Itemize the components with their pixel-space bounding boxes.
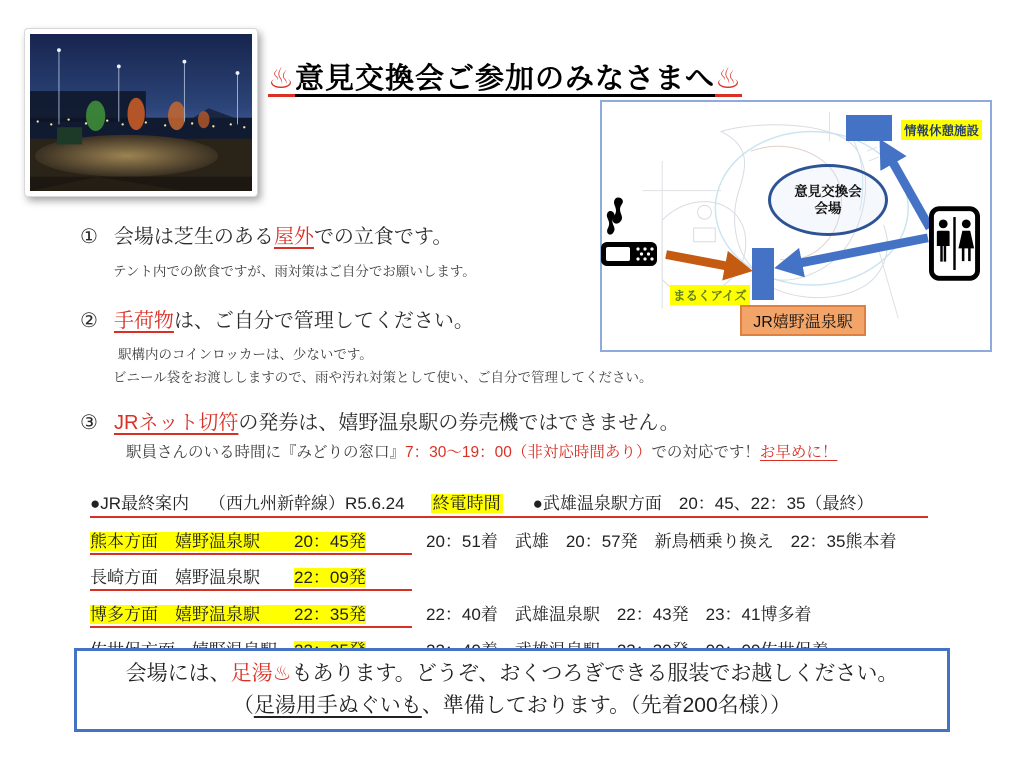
footbath-line2-underline: 足湯用手ぬぐいも [253,694,422,717]
schedule-header-line: （西九州新幹線）R5.6.24 [209,494,405,513]
schedule-header-takeo: ●武雄温泉駅方面 20：45、22：35（最終） [532,494,874,513]
point-1-text-pre: 会場は芝生のある [113,226,274,248]
info-rest-facility-label: 情報休憩施設 [901,120,982,140]
row-2-detail: 22：40着 武雄温泉駅 22：43発 23：41博多着 [426,604,812,624]
point-2-number: ② [80,310,98,332]
page-title [268,56,742,97]
point-3-note-hurry: お早めに！ [759,444,838,461]
point-2 [80,304,474,333]
schedule-header-title: ●JR最終案内 [90,494,190,513]
footbath-notice-box [74,648,950,732]
arrow-to-station [788,238,928,266]
restroom-icon [929,206,980,281]
night-scene-image [30,34,252,191]
point-2-note-2: ビニール袋をお渡ししますので、雨や汚れ対策として使い、ご自分で管理してください。 [113,370,653,385]
row-2-highlight: 博多方面 嬉野温泉駅 22：35発 [90,604,366,624]
point-3-note-red-hours: 7：30～19：00（非対応時間あり） [405,444,652,461]
venue-map [600,100,992,352]
footbath-line-2 [233,690,791,722]
arrow-smoking-to-station [666,255,739,269]
point-2-emphasis: 手荷物 [113,310,174,332]
point-1 [80,220,452,249]
point-3-note-black2: での対応です！ [651,444,760,461]
hot-spring-icon: ♨ [715,63,743,95]
venue-label-line1: 意見交換会 [794,184,862,199]
footbath-line-1 [126,658,899,690]
venue-label-line2: 会場 [814,201,842,216]
schedule-row-nagasaki [90,563,928,591]
point-2-text-post: は、ご自分で管理してください。 [173,310,474,332]
point-1-number: ① [80,226,98,248]
footbath-line1-post: もあります。どうぞ、おくつろぎできる服装でお越しください。 [291,662,899,685]
station-name-box [740,305,866,336]
point-3-text-post: の発券は、嬉野温泉駅の券売機ではできません。 [238,412,680,434]
footbath-line2-post: 、準備しております。（先着200名様）） [421,694,792,717]
point-3-emphasis: JRネット切符 [113,412,239,434]
schedule-row-kumamoto [90,527,928,555]
point-1-emphasis: 屋外 [273,226,314,248]
schedule-header-lasttrain: 終電時間 [432,494,501,513]
arrow-to-info-facility [887,151,930,228]
hot-spring-icon: ♨ [268,63,295,95]
smoking-area-icon [600,196,658,270]
point-2-note-1: 駅構内のコインロッカーは、少ないです。 [118,347,373,362]
footbath-line1-red: 足湯♨ [230,662,292,685]
point-3-note [126,440,837,462]
row-0-highlight: 熊本方面 嬉野温泉駅 20：45発 [90,531,366,551]
point-3 [80,406,680,435]
point-1-note: テント内での飲食ですが、雨対策はご自分でお願いします。 [113,264,476,279]
row-0-detail: 20：51着 武雄 20：57発 新鳥栖乗り換え 22：35熊本着 [426,531,897,551]
footbath-line1-pre: 会場には、 [125,662,231,685]
point-1-text-post: での立食です。 [313,226,453,248]
row-1-plain: 長崎方面 嬉野温泉駅 [90,568,294,587]
footbath-line2-pre: （ [232,694,254,717]
schedule-row-hakata [90,600,928,628]
train-schedule [90,489,928,664]
venue-ellipse [768,164,888,236]
night-station-photo [24,28,258,197]
maruku-ice-label: まるくアイズ [670,285,750,305]
point-3-number: ③ [80,412,98,434]
schedule-header [90,489,928,518]
point-3-note-black1: 駅員さんのいる時間に『みどりの窓口』 [126,444,406,461]
row-1-highlight: 22：09発 [294,568,366,587]
station-name-label: JR嬉野温泉駅 [753,314,853,331]
page-title-text: 意見交換会ご参加のみなさまへ [295,63,716,95]
